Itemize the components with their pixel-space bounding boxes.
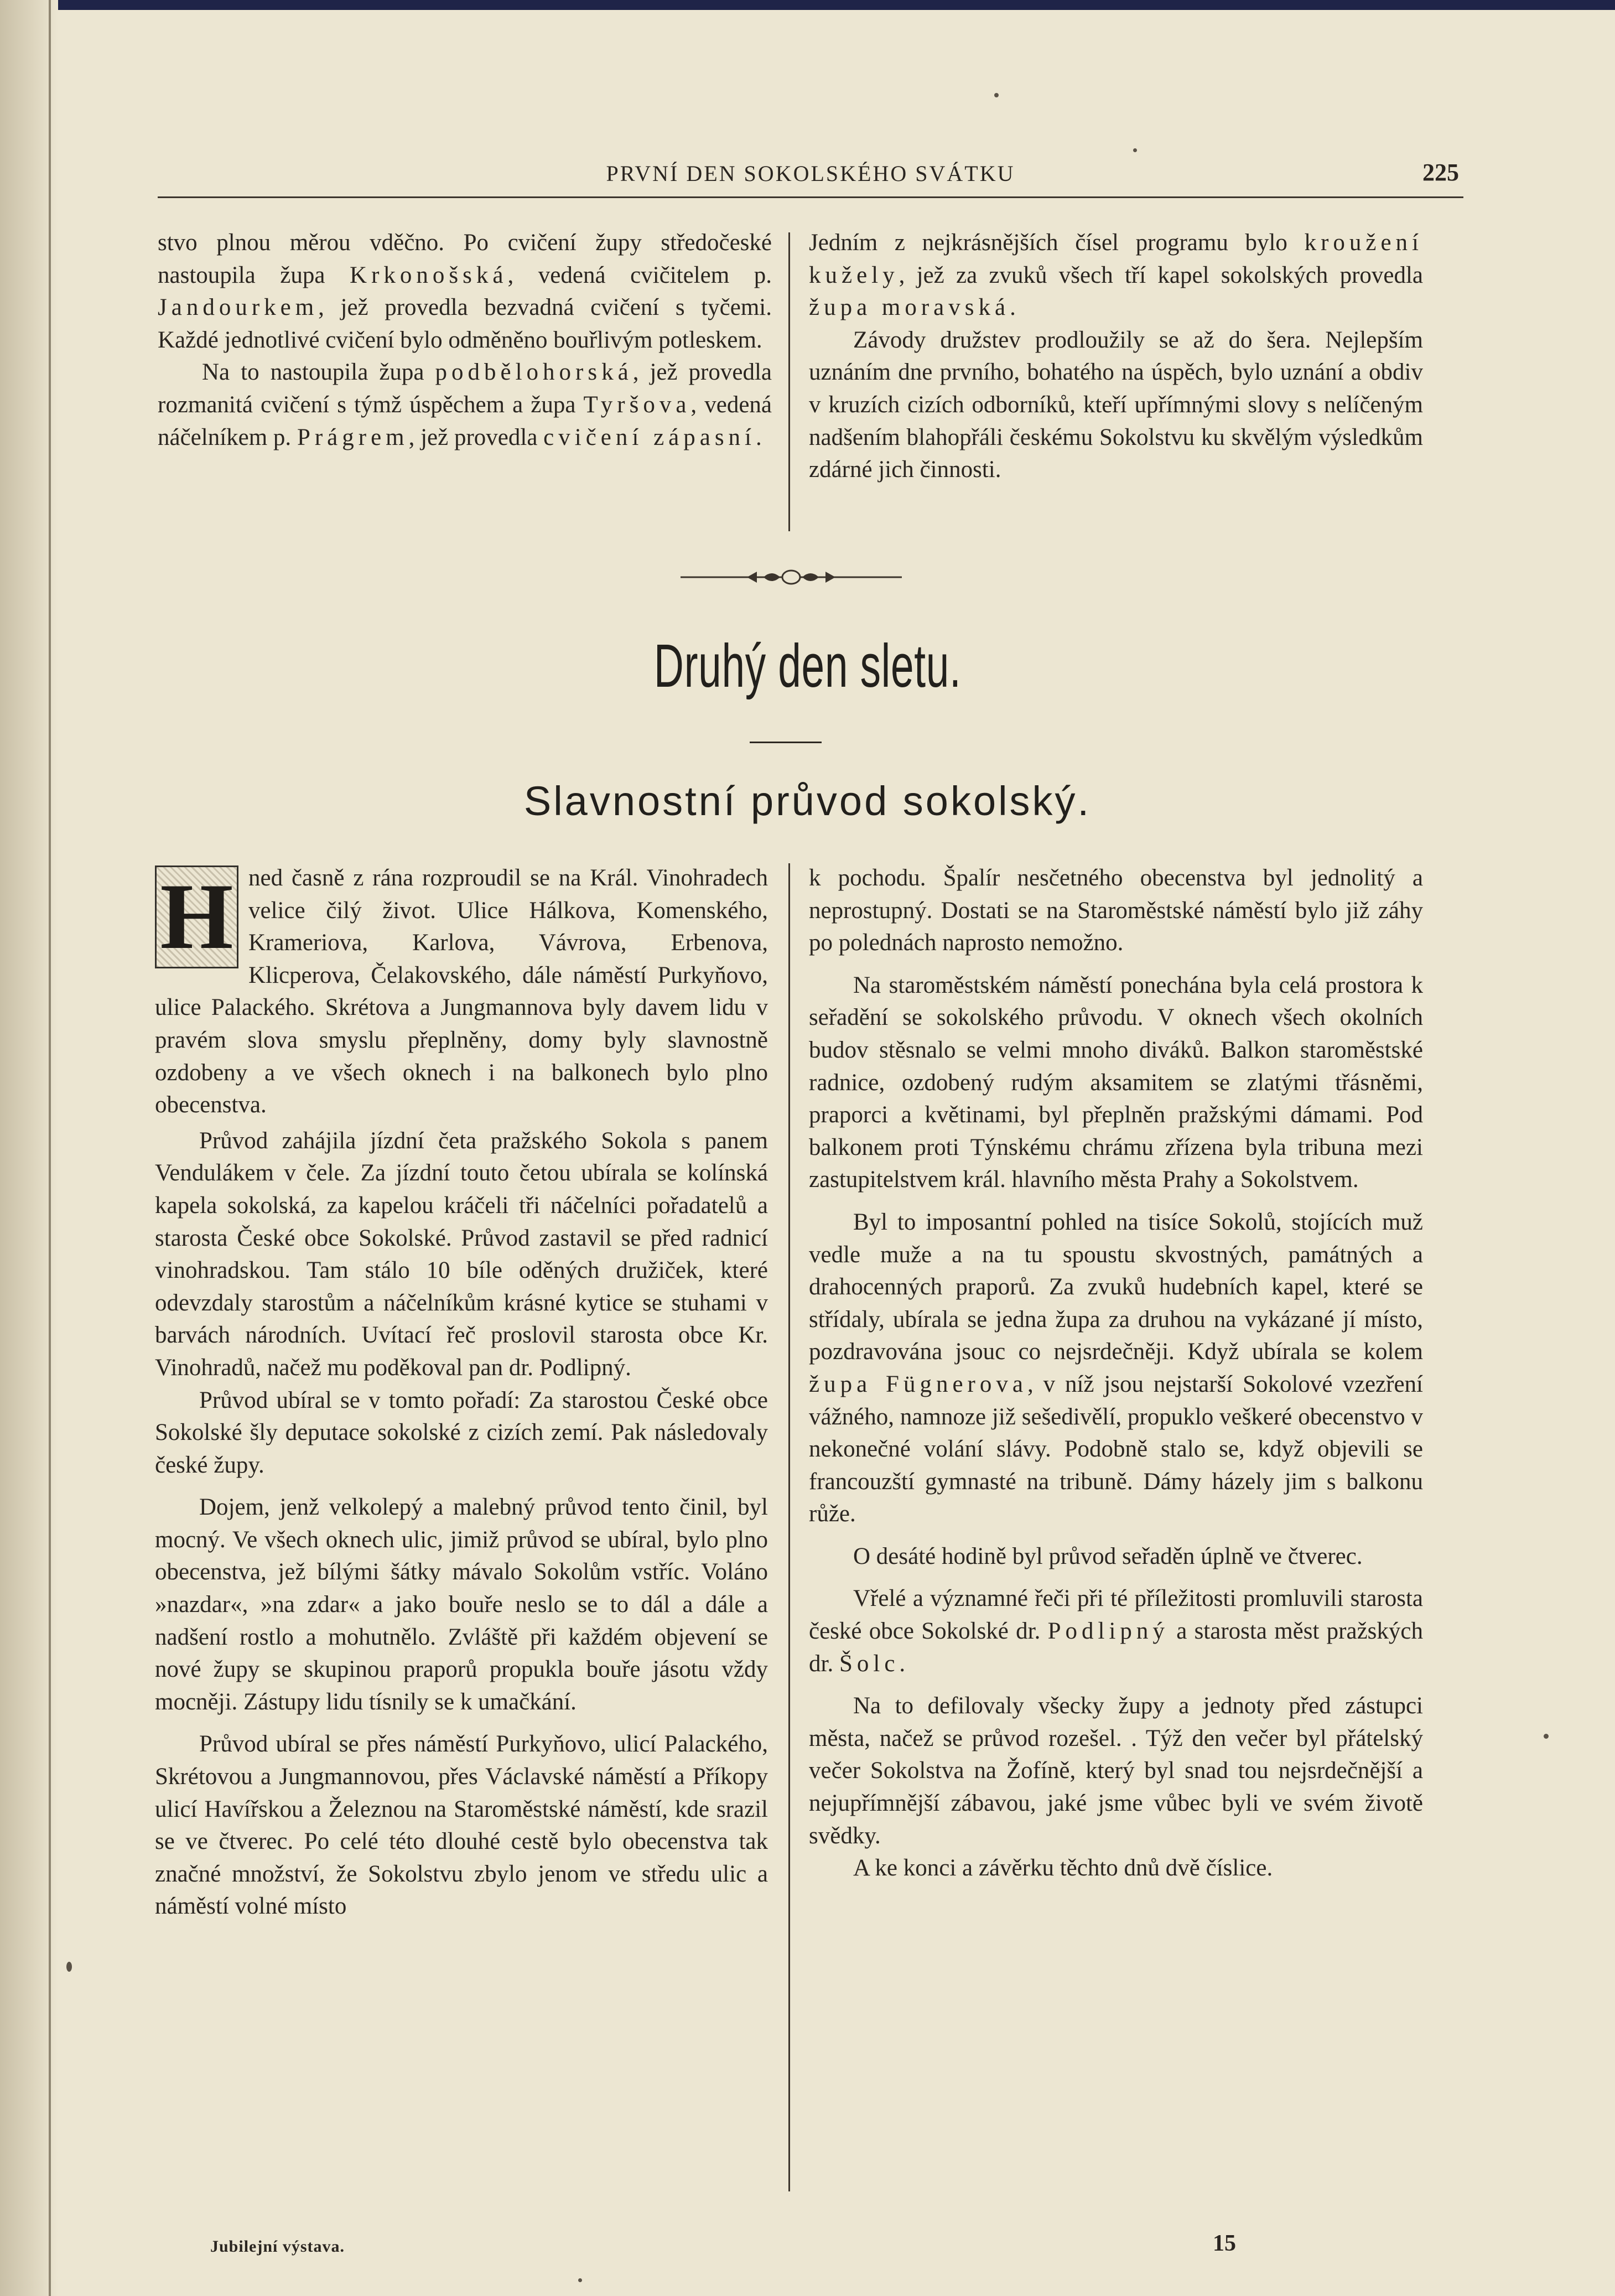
text-run: , jež za zvuků všech tří kapel sokolských provedla	[899, 262, 1423, 288]
paragraph: Závody družstev prodloužily se až do šera. Nejlepším uznáním dne prvního, bohatého na úspěch, bylo uznání a obdiv v kruzích cizích odborníků, kteří upřímnými slovy s nelíčeným nadšením blahopřáli českému Sokolstvu ku skvělým výsledkům zdárné jich činnosti.	[809, 326, 1423, 483]
text-run: , vedená náčelníkem p.	[158, 391, 772, 450]
running-title: PRVNÍ DEN SOKOLSKÉHO SVÁTKU	[606, 161, 1015, 186]
paragraph: A ke konci a závěrku těchto dnů dvě číslice.	[853, 1855, 1273, 1882]
text-run: stvo plnou měrou vděčno. Po cvičení župy středočeské nastoupila župa	[158, 230, 772, 288]
scan-speck	[1133, 148, 1137, 152]
scan-top-edge	[0, 0, 1615, 10]
text-run: ned časně z rána rozproudil se na Král. Vinohradech velice čilý život. Ulice Hálkova, Komenského, Krameriova, Karlova, Vávrova, Erbenova, Klicperova, Čelakovského, dále náměstí Purkyňovo, ulice Palackého. Skrétova a Jungmannova byly davem lidu v pravém slova smyslu přeplněny, domy byly slavnostně ozdobeny a ve všech oknech i na balkonech bylo plno obecenstva.	[155, 865, 768, 1118]
spaced-name: Jandourkem	[158, 294, 319, 321]
spaced-name: Krkonošská	[350, 262, 508, 288]
scan-speck	[1544, 1734, 1549, 1739]
paragraph	[158, 227, 772, 356]
spaced-name: podbělohorská	[435, 359, 633, 386]
text-run: , jež provedla rozmanitá cvičení s týmž úspěchem a župa	[158, 359, 772, 418]
paragraph: Na staroměstském náměstí ponechána byla celá prostora k seřadění se sokolského průvodu. V oknech všech okolních budov stěsnalo se velmi mnoho diváků. Balkon staroměstské radnice, ozdobený rudým aksamitem se zlatými třásněmi, praporci a květinami, byl přeplněn pražskými dámami. Pod balkonem proti Týnskému chrámu zřízena byla tribuna mezi zastupitelstvem král. hlavního města Prahy a Sokolstvem.	[809, 972, 1423, 1193]
text-run: .	[756, 424, 762, 450]
paragraph: Průvod zahájila jízdní četa pražského Sokola s panem Vendulákem v čele. Za jízdní touto četou ubírala se kolínská kapela sokolská, za kapelou kráčeli tři náčelníci pořadatelů a starosta České obce Sokolské. Průvod zastavil se před radnicí vinohradskou. Tam stálo 10 bíle oděných družiček, které odevzdaly starostům a náčelníkům krásné kytice se stuhami v barvách národních. Uvítací řeč proslovil starosta obce Kr. Vinohradů, načež mu poděkoval pan dr. Podlipný.	[155, 1127, 768, 1381]
binding-edge-line	[49, 0, 51, 2296]
text-run: , jež provedla	[408, 424, 544, 450]
left-column	[155, 862, 768, 1923]
paragraph: Průvod ubíral se v tomto pořadí: Za starostou České obce Sokolské šly deputace sokolské z cizích zemí. Pak následovaly české župy.	[155, 1387, 768, 1478]
text-run: , vedená cvičitelem p.	[507, 262, 772, 288]
paragraph: Dojem, jenž velkolepý a malebný průvod tento činil, byl mocný. Ve všech oknech ulic, jimiž průvod se ubíral, bylo plno obecenstva, jež bílými šátky mávalo Sokolům vstříc. Voláno »nazdar«, »na zdar« a jako bouře neslo se to dál a dále a nadšení rostlo a mohutnělo. Zvláště při každém objevení se nové župy se skupinou praporů propukla bouře jásotu vždy mocněji. Zástupy lidu tísnily se k umačkání.	[155, 1494, 768, 1715]
paragraph: Na to defilovaly všecky župy a jednoty před zástupci města, načež se průvod rozešel. . Týž den večer byl přátelský večer Sokolstva na Žofíně, který byl snad tou nejsrdečnější a nejupřímnější zábavou, jaké jsme vůbec byli ve svém životě svědky.	[809, 1693, 1423, 1849]
spaced-name: Prágrem	[297, 424, 409, 450]
signature-mark: 15	[1213, 2231, 1236, 2256]
drop-cap	[155, 865, 238, 968]
text-run: .	[899, 1650, 906, 1677]
text-run: Byl to imposantní pohled na tisíce Sokolů, stojících muž vedle muže a na tu spoustu skvostných, památných a drahocenných praporů. Za zvuků hudebních kapel, které se střídaly, ubírala se jedna župa za druhou na vykázané jí místo, pozdravována jsouc co nejsrdečněji. Když ubírala se kolem	[809, 1209, 1423, 1365]
drop-cap-letter: H	[160, 864, 233, 968]
paragraph: k pochodu. Špalír nesčetného obecenstva byl jednolitý a neprostupný. Dostati se na Staroměstské náměstí bylo již záhy po polednách naprosto nemožno.	[809, 865, 1423, 956]
text-run: Jedním z nejkrásnějších čísel programu bylo	[809, 230, 1305, 256]
paragraph	[158, 356, 772, 454]
column-divider-top	[788, 232, 790, 531]
paragraph	[809, 227, 1423, 324]
title-rule	[750, 742, 822, 743]
scan-speck	[578, 2278, 582, 2282]
spaced-name: župa Fügnerova	[809, 1371, 1027, 1397]
section-subtitle: Slavnostní průvod sokolský.	[523, 778, 1092, 824]
spaced-name: cvičení zápasní	[543, 424, 756, 450]
spaced-name: kroužení kužely	[809, 230, 1423, 288]
header-rule	[158, 196, 1463, 198]
paragraph	[809, 1583, 1423, 1680]
top-left-column	[158, 227, 772, 454]
spaced-name: Šolc	[839, 1650, 900, 1677]
text-run: a starosta měst pražských dr.	[809, 1618, 1423, 1677]
right-column	[809, 862, 1423, 1885]
section-title: Druhý den sletu.	[653, 632, 962, 700]
spaced-name: Tyršova	[583, 391, 691, 418]
text-run: Na to nastoupila župa	[202, 359, 435, 386]
paragraph: Průvod ubíral se přes náměstí Purkyňovo, ulicí Palackého, Skrétovou a Jungmannovou, přes Václavské náměstí a Příkopy ulicí Havířskou a Železnou na Staroměstské náměstí, kde srazil se ve čtverec. Po celé této dlouhé cestě bylo obecenstva tak značné množství, že Sokolstvu zbylo jenom ve středu ulic a náměstí volné místo	[155, 1731, 768, 1920]
spaced-name: Podlipný	[1047, 1618, 1169, 1645]
paragraph: O desáté hodině byl průvod seřaděn úplně ve čtverec.	[853, 1543, 1363, 1569]
text-run: .	[1010, 294, 1016, 321]
column-divider-bottom	[788, 863, 790, 2191]
text-run: , jež provedla bezvadná cvičení s tyčemi. Každé jednotlivé cvičení bylo odměněno bouřlivým potleskem.	[158, 294, 772, 353]
text-run: Vřelé a významné řeči při té příležitosti promluvili starosta české obce Sokolské dr.	[809, 1585, 1423, 1645]
scan-speck	[994, 93, 999, 97]
spaced-name: župa moravská	[809, 294, 1010, 321]
ornament-divider-icon	[681, 562, 902, 593]
top-right-column	[809, 227, 1423, 486]
page-number: 225	[1422, 159, 1459, 186]
paragraph	[155, 862, 768, 1122]
footer-imprint: Jubilejní výstava.	[210, 2237, 345, 2256]
text-run: , v níž jsou nejstarší Sokolové vzezření vážného, namnoze již sešedivělí, propuklo veškeré obecenstvo v nekonečné volání slávy. Podobně stalo se, když objevili se francouzští gymnasté na tribuně. Dámy házely jim s balkonu růže.	[809, 1371, 1423, 1527]
scan-speck	[66, 1962, 72, 1972]
running-header	[158, 156, 1463, 195]
paragraph	[809, 1206, 1423, 1531]
